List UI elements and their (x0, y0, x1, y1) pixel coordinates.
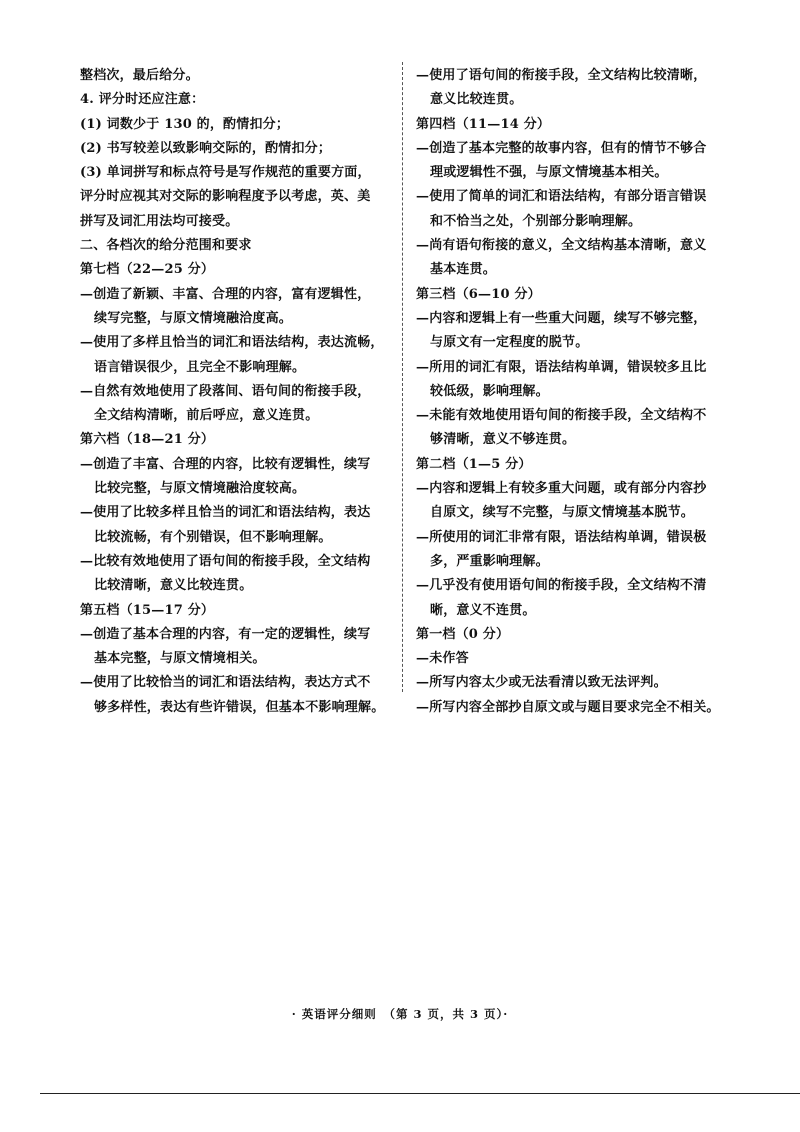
criterion-continuation: 晰，意义不连贯。 (430, 602, 536, 618)
grade-heading: 第一档（0 分） (416, 626, 510, 642)
text-line: 4. 评分时还应注意： (80, 92, 205, 108)
criterion-continuation: 够多样性，表达有些许错误，但基本不影响理解。 (94, 699, 385, 715)
text-line: 整档次，最后给分。 (80, 68, 199, 83)
grade-heading: 第六档（18—21 分） (80, 432, 215, 448)
text-line: 拼写及词汇用法均可接受。 (80, 213, 239, 229)
criterion-line: —几乎没有使用语句间的衔接手段，全文结构不清 (416, 578, 707, 594)
criterion-line: —所写内容太少或无法看清以致无法评判。 (416, 675, 667, 691)
criterion-continuation: 比较清晰，意义比较连贯。 (94, 578, 253, 594)
criterion-line: —自然有效地使用了段落间、语句间的衔接手段， (80, 383, 371, 399)
criterion-line: —所使用的词汇非常有限，语法结构单调，错误极 (416, 529, 707, 545)
criterion-line: —创造了新颖、丰富、合理的内容，富有逻辑性， (80, 286, 371, 302)
criterion-continuation: 语言错误很少，且完全不影响理解。 (94, 359, 306, 375)
criterion-continuation: 比较完整，与原文情境融洽度较高。 (94, 481, 306, 497)
criterion-continuation: 自原文，续写不完整，与原文情境基本脱节。 (430, 505, 695, 521)
criterion-line: —尚有语句衔接的意义，全文结构基本清晰，意义 (416, 238, 707, 254)
grade-heading: 第四档（11—14 分） (416, 116, 551, 132)
criterion-continuation: 意义比较连贯。 (430, 92, 523, 108)
criterion-line: —创造了基本完整的故事内容，但有的情节不够合 (416, 140, 707, 156)
criterion-continuation: 多，严重影响理解。 (430, 553, 549, 569)
criterion-continuation: 与原文有一定程度的脱节。 (430, 335, 589, 351)
criterion-continuation: 较低级，影响理解。 (430, 383, 549, 399)
right-column (416, 64, 734, 720)
criterion-line: —所写内容全部抄自原文或与题目要求完全不相关。 (416, 699, 720, 715)
column-divider (402, 62, 403, 692)
text-line: 评分时应视其对交际的影响程度予以考虑，英、美 (80, 189, 371, 205)
grade-heading: 第七档（22—25 分） (80, 262, 215, 278)
criterion-line: —使用了比较多样且恰当的词汇和语法结构，表达 (80, 505, 371, 521)
grade-heading: 第二档（1—5 分） (416, 456, 532, 472)
criterion-line: —未能有效地使用语句间的衔接手段，全文结构不 (416, 408, 707, 424)
criterion-continuation: 基本完整，与原文情境相关。 (94, 651, 266, 667)
criterion-line: —使用了简单的词汇和语法结构，有部分语言错误 (416, 189, 707, 205)
criterion-continuation: 理或逻辑性不强，与原文情境基本相关。 (430, 165, 668, 181)
grade-heading: 第五档（15—17 分） (80, 602, 215, 618)
criterion-line: —未作答 (416, 651, 469, 667)
criterion-continuation: 续写完整，与原文情境融洽度高。 (94, 310, 293, 326)
section-heading: 二、各档次的给分范围和要求 (80, 238, 252, 254)
criterion-line: —内容和逻辑上有较多重大问题，或有部分内容抄 (416, 481, 707, 497)
criterion-line: —使用了比较恰当的词汇和语法结构，表达方式不 (80, 675, 371, 691)
text-line: (2) 书写较差以致影响交际的，酌情扣分； (80, 140, 332, 156)
criterion-line: —内容和逻辑上有一些重大问题，续写不够完整， (416, 310, 707, 326)
page-footer: · 英语评分细则 （第 3 页，共 3 页）· (291, 1007, 509, 1021)
grade-heading: 第三档（6—10 分） (416, 286, 541, 302)
criterion-line: —创造了丰富、合理的内容，比较有逻辑性，续写 (80, 456, 371, 472)
criterion-line: —使用了语句间的衔接手段，全文结构比较清晰， (416, 68, 707, 83)
criterion-continuation: 全文结构清晰，前后呼应，意义连贯。 (94, 408, 319, 424)
criterion-line: —创造了基本合理的内容，有一定的逻辑性，续写 (80, 626, 371, 642)
left-column (80, 64, 392, 720)
criterion-line: —所用的词汇有限，语法结构单调，错误较多且比 (416, 359, 707, 375)
criterion-line: —比较有效地使用了语句间的衔接手段，全文结构 (80, 553, 371, 569)
criterion-continuation: 比较流畅，有个别错误，但不影响理解。 (94, 529, 332, 545)
text-line: (1) 词数少于 130 的，酌情扣分； (80, 116, 290, 132)
criterion-line: —使用了多样且恰当的词汇和语法结构，表达流畅， (80, 335, 384, 351)
text-line: (3) 单词拼写和标点符号是写作规范的重要方面， (80, 165, 371, 181)
criterion-continuation: 够清晰，意义不够连贯。 (430, 432, 576, 448)
bottom-rule (40, 1093, 800, 1094)
criterion-continuation: 和不恰当之处，个别部分影响理解。 (430, 213, 642, 229)
criterion-continuation: 基本连贯。 (430, 262, 497, 278)
